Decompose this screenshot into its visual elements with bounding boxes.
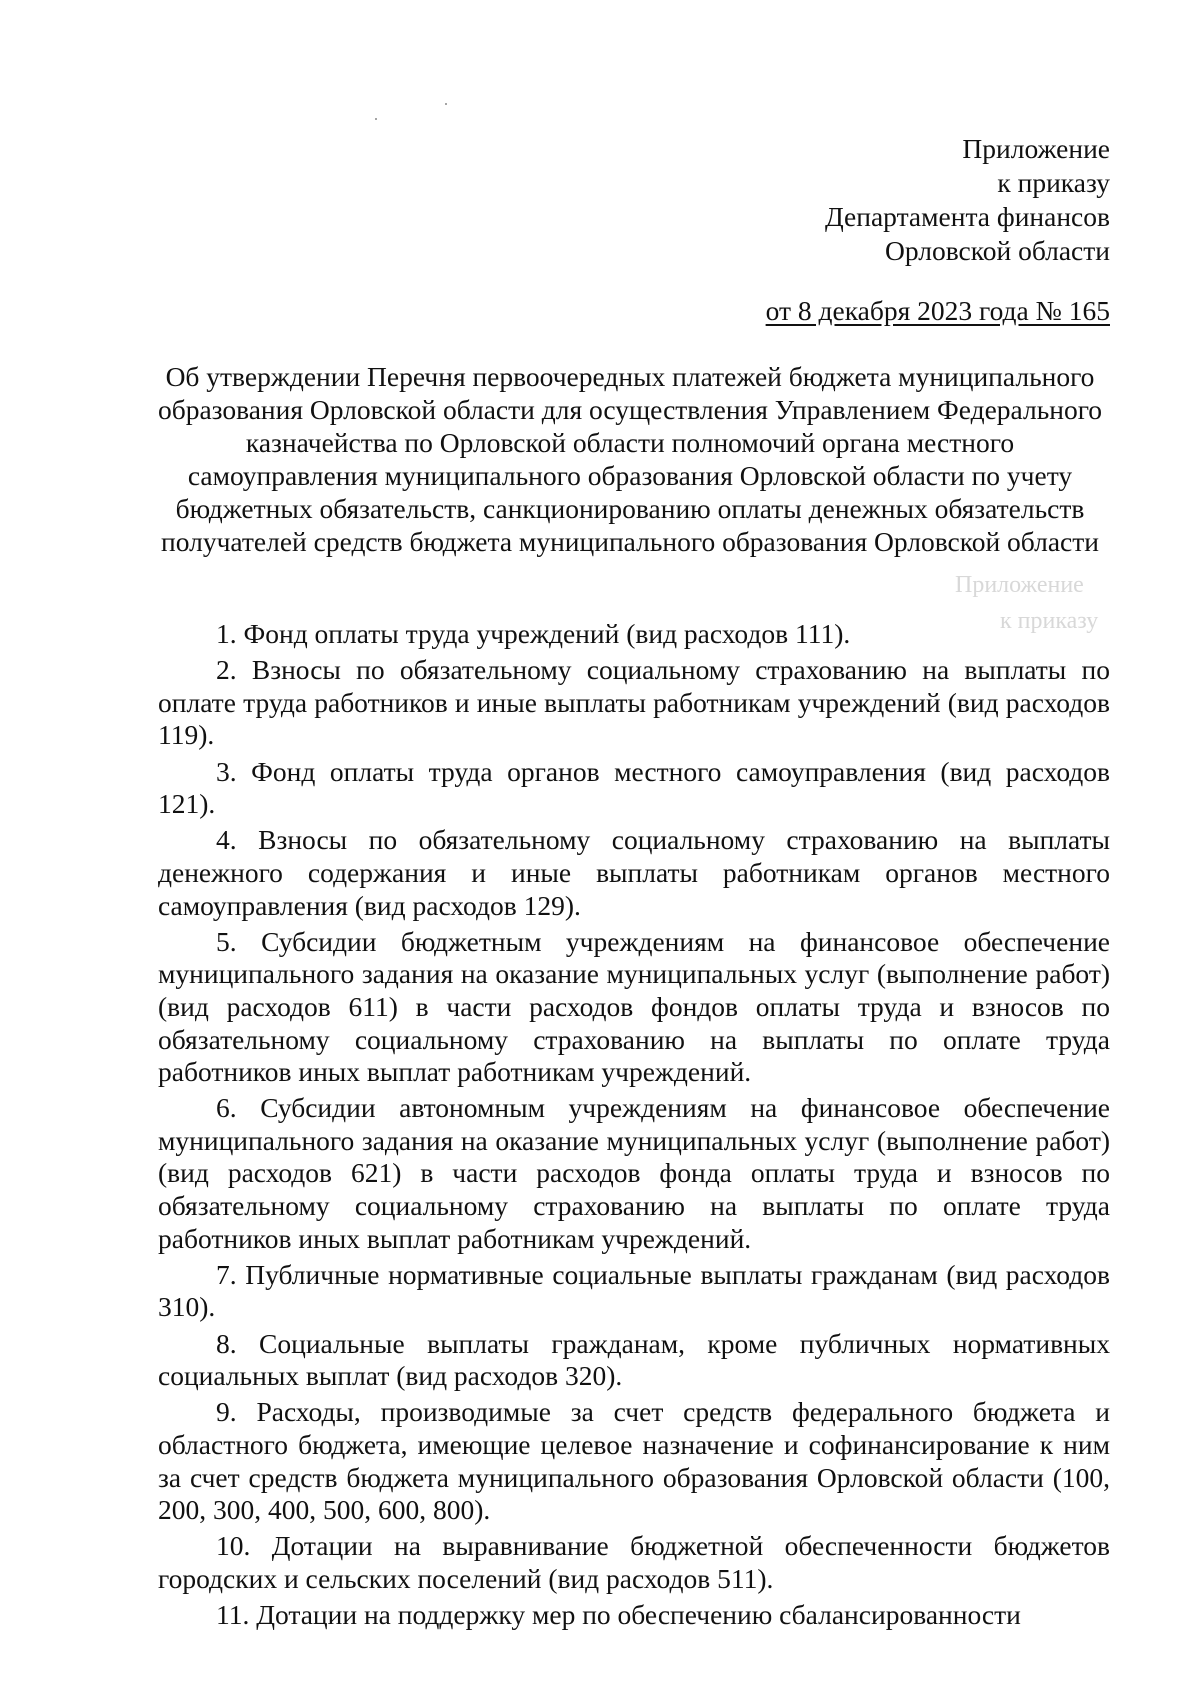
scan-speck [445,103,447,105]
header-to-order: к приказу [997,167,1110,198]
list-item: 9. Расходы, производимые за счет средств федерального бюджета и областного бюджета, имеющие целевое назначение и софинансирование к ним за счет средств бюджета муниципального образования Орловской области (100, 200, 300, 400, 500, 600, 800). [158,1396,1110,1526]
header-region: Орловской области [885,235,1110,266]
bleed-through-text: к приказу [1000,608,1099,634]
list-item: 11. Дотации на поддержку мер по обеспечению сбалансированности [216,1599,1021,1631]
list-item: 5. Субсидии бюджетным учреждениям на финансовое обеспечение муниципального задания на оказание муниципальных услуг (выполнение работ) (вид расходов 611) в части расходов фондов оплаты труда и взносов по обязательному социальному страхованию на выплаты по оплате труда работников иных выплат работникам учреждений. [158,925,1110,1088]
list-item: 1. Фонд оплаты труда учреждений (вид расходов 111). [216,618,851,649]
list-item: 10. Дотации на выравнивание бюджетной обеспеченности бюджетов городских и сельских поселений (вид расходов 511). [158,1530,1110,1594]
list-item: 2. Взносы по обязательному социальному страхованию на выплаты по оплате труда работников и иные выплаты работникам учреждений (вид расходов 119). [158,654,1110,751]
scan-speck [375,118,377,120]
order-date-number: от 8 декабря 2023 года № 165 [765,295,1110,326]
header-appendix: Приложение [962,133,1110,164]
header-department: Департамента финансов [824,201,1110,232]
list-item: 8. Социальные выплаты гражданам, кроме публичных нормативных социальных выплат (вид расходов 320). [158,1327,1110,1392]
bleed-through-text: Приложение [955,572,1084,598]
list-item: 3. Фонд оплаты труда органов местного самоуправления (вид расходов 121). [158,755,1110,820]
list-item: 6. Субсидии автономным учреждениям на финансовое обеспечение муниципального задания на оказание муниципальных услуг (выполнение работ) (вид расходов 621) в части расходов фонда оплаты труда и взносов по обязательному социальному страхованию на выплаты по оплате труда работников иных выплат работникам учреждений. [158,1092,1110,1254]
list-item: 7. Публичные нормативные социальные выплаты гражданам (вид расходов 310). [158,1258,1110,1323]
list-item: 4. Взносы по обязательному социальному страхованию на выплаты денежного содержания и иные выплаты работникам органов местного самоуправления (вид расходов 129). [158,824,1110,921]
payments-list [158,618,1110,1635]
appendix-header [825,132,1110,268]
document-title: Об утверждении Перечня первоочередных платежей бюджета муниципального образования Орловской области для осуществления Управлением Федерального казначейства по Орловской области полномочий органа местного самоуправления муниципального образования Орловской области по учету бюджетных обязательств, санкционированию оплаты денежных обязательств получателей средств бюджета муниципального образования Орловской области [157,361,1103,557]
